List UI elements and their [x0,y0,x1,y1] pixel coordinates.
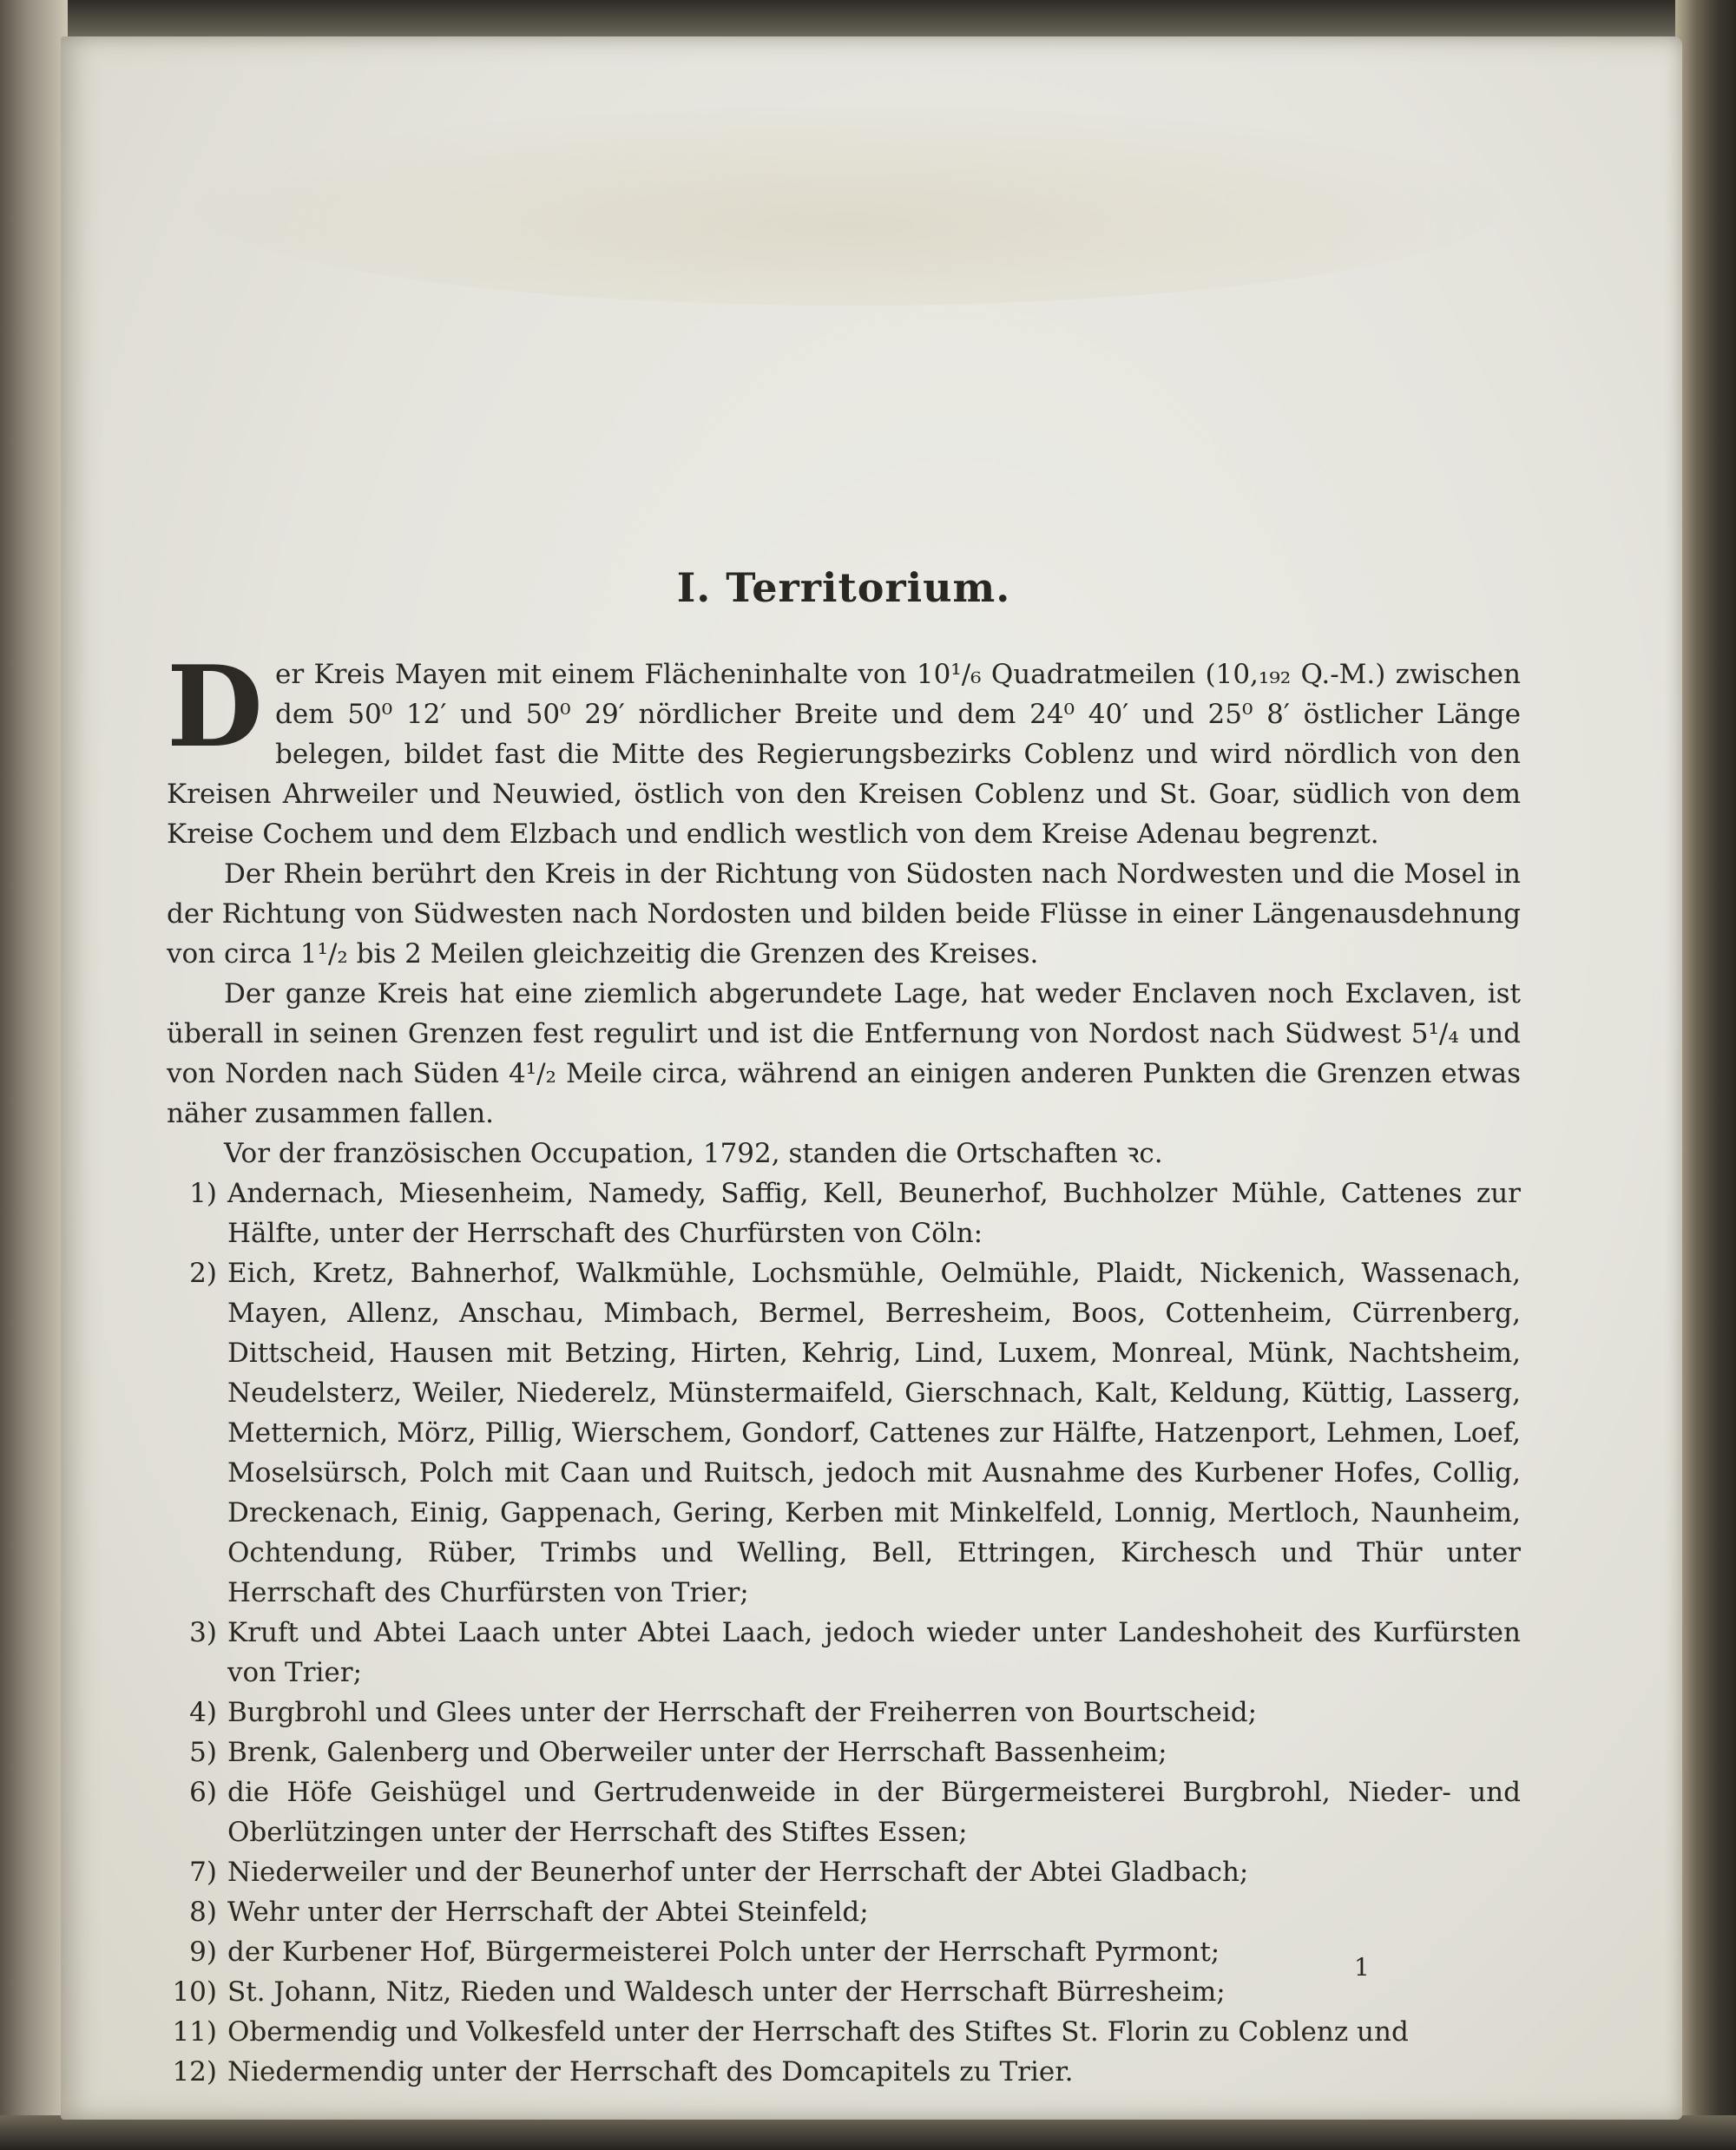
list-text: Kruft und Abtei Laach unter Abtei Laach, jedoch wieder unter Landeshoheit des Kurfürsten von Trier; [227,1617,1521,1688]
page-content [167,564,1521,2092]
list-text: Burgbrohl und Glees unter der Herrschaft der Freiherren von Bourtscheid; [227,1697,1258,1728]
list-text: Niederweiler und der Beunerhof unter der Herrschaft der Abtei Gladbach; [227,1857,1249,1888]
list-number: 5) [189,1737,217,1768]
chapter-heading: I. Territorium. [676,564,1011,611]
list-item [167,1932,1521,1972]
list-number: 10) [172,1976,217,2008]
list-text: Brenk, Galenberg und Oberweiler unter der Herrschaft Bassenheim; [227,1737,1167,1768]
drop-cap: D [167,642,263,773]
list-number: 8) [189,1897,217,1928]
list-text: der Kurbener Hof, Bürgermeisterei Polch unter der Herrschaft Pyrmont; [227,1936,1220,1968]
list-item [167,1972,1521,2012]
list-number: 11) [172,2016,217,2048]
list-item [167,1613,1521,1693]
list-item [167,2012,1521,2052]
book-left-edge [0,0,68,2150]
territory-list [167,1174,1521,2092]
list-text: Wehr unter der Herrschaft der Abtei Steinfeld; [227,1897,869,1928]
paragraph-occupation: Vor der französischen Occupation, 1792, standen die Ortschaften ꝛc. [224,1138,1163,1169]
list-text: die Höfe Geishügel und Gertrudenweide in der Bürgermeisterei Burgbrohl, Nieder- und Oberlützingen unter der Herrschaft des Stiftes Essen; [227,1777,1521,1848]
list-number: 3) [189,1617,217,1648]
list-item [167,1693,1521,1732]
list-item [167,1892,1521,1932]
list-number: 4) [189,1697,217,1728]
list-item [167,1174,1521,1253]
list-number: 1) [189,1178,217,1209]
list-item [167,1772,1521,1852]
list-number: 2) [189,1258,217,1289]
list-item [167,2052,1521,2092]
book-bottom-edge [0,2115,1736,2150]
list-item [167,1732,1521,1772]
list-text: Andernach, Miesenheim, Namedy, Saffig, Kell, Beunerhof, Buchholzer Mühle, Cattenes zur Hälfte, unter der Herrschaft des Churfürsten von Cöln: [227,1178,1521,1249]
list-text: Obermendig und Volkesfeld unter der Herrschaft des Stiftes St. Florin zu Coblenz und [227,2016,1409,2048]
page-number: 1 [1354,1953,1370,1982]
list-item [167,1253,1521,1613]
paragraph-rhine: Der Rhein berührt den Kreis in der Richtung von Südosten nach Nordwesten und die Mosel in der Richtung von Südwesten nach Nordosten und bilden beide Flüsse in einer Längenausdehnung von circa 1¹/₂ bis 2 Meilen gleichzeitig die Grenzen des Kreises. [167,858,1521,970]
book-right-edge [1675,0,1736,2150]
list-text: Niedermendig unter der Herrschaft des Domcapitels zu Trier. [227,2056,1074,2088]
list-number: 6) [189,1777,217,1808]
paragraph-shape: Der ganze Kreis hat eine ziemlich abgerundete Lage, hat weder Enclaven noch Exclaven, ist überall in seinen Grenzen fest regulirt und ist die Entfernung von Nordost nach Südwest 5¹/₄ und von Norden nach Süden 4¹/₂ Meile circa, während an einigen anderen Punkten die Grenzen etwas näher zusammen fallen. [167,978,1521,1129]
water-stain [200,106,1502,306]
list-number: 12) [172,2056,217,2088]
list-number: 9) [189,1936,217,1968]
list-item [167,1852,1521,1892]
list-text: St. Johann, Nitz, Rieden und Waldesch unter der Herrschaft Bürresheim; [227,1976,1226,2008]
intro-text: er Kreis Mayen mit einem Flächeninhalte von 10¹/₆ Quadratmeilen (10,₁₉₂ Q.-M.) zwischen dem 50⁰ 12′ und 50⁰ 29′ nördlicher Breite und dem 24⁰ 40′ und 25⁰ 8′ östlicher Länge belegen, bildet fast die Mitte des Regierungsbezirks Coblenz und wird nördlich von den Kreisen Ahrweiler und Neuwied, östlich von den Kreisen Coblenz und St. Goar, südlich von dem Kreise Cochem und dem Elzbach und endlich westlich von dem Kreise Adenau begrenzt. [167,659,1521,850]
list-text: Eich, Kretz, Bahnerhof, Walkmühle, Lochsmühle, Oelmühle, Plaidt, Nickenich, Wassenach, Mayen, Allenz, Anschau, Mimbach, Bermel, Berresheim, Boos, Cottenheim, Cürrenberg, Dittscheid, Hausen mit Betzing, Hirten, Kehrig, Lind, Luxem, Monreal, Münk, Nachtsheim, Neudelsterz, Weiler, Niederelz, Münstermaifeld, Gierschnach, Kalt, Keldung, Küttig, Lasserg, Metternich, Mörz, Pillig, Wierschem, Gondorf, Cattenes zur Hälfte, Hatzenport, Lehmen, Loef, Moselsürsch, Polch mit Caan und Ruitsch, jedoch mit Ausnahme des Kurbener Hofes, Collig, Dreckenach, Einig, Gappenach, Gering, Kerben mit Minkelfeld, Lonnig, Mertloch, Naunheim, Ochtendung, Rüber, Trimbs und Welling, Bell, Ettringen, Kirchesch und Thür unter Herrschaft des Churfürsten von Trier; [227,1258,1521,1608]
intro-paragraph [167,642,1521,854]
list-number: 7) [189,1857,217,1888]
